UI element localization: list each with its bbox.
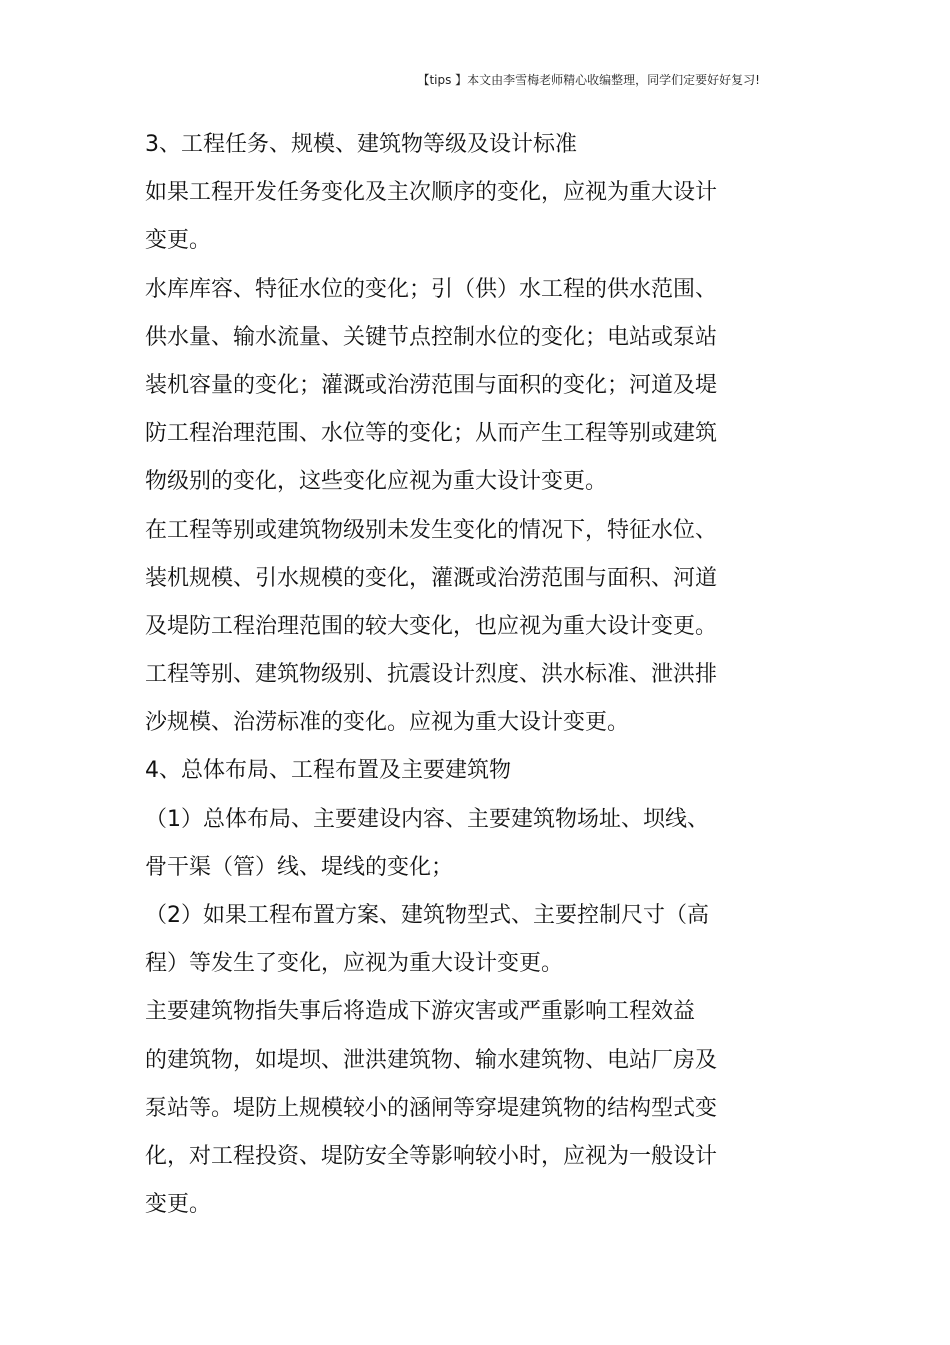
- text-line: 化，对工程投资、堤防安全等影响较小时，应视为一般设计: [145, 1143, 718, 1169]
- text-line: 防工程治理范围、水位等的变化；从而产生工程等别或建筑: [145, 421, 718, 447]
- document-body: [145, 121, 745, 1229]
- text-line: 骨干渠（管）线、堤线的变化；: [145, 854, 454, 880]
- text-line: （1）总体布局、主要建设内容、主要建筑物场址、坝线、: [145, 806, 709, 832]
- text-line: 装机规模、引水规模的变化，灌溉或治涝范围与面积、河道: [145, 565, 718, 591]
- text-line: 如果工程开发任务变化及主次顺序的变化，应视为重大设计: [145, 180, 718, 206]
- text-line: 装机容量的变化；灌溉或治涝范围与面积的变化；河道及堤: [145, 372, 718, 398]
- text-line: 的建筑物，如堤坝、泄洪建筑物、输水建筑物、电站厂房及: [145, 1047, 718, 1073]
- text-line: 工程等别、建筑物级别、抗震设计烈度、洪水标准、泄洪排: [145, 662, 718, 688]
- text-line: 供水量、输水流量、关键节点控制水位的变化；电站或泵站: [145, 324, 718, 350]
- text-line: 沙规模、治涝标准的变化。应视为重大设计变更。: [145, 710, 630, 736]
- header-tip: 【tips 】本文由李雪梅老师精心收编整理，同学们定要好好复习!: [417, 73, 760, 87]
- text-line: 3、工程任务、规模、建筑物等级及设计标准: [145, 132, 577, 157]
- text-line: 主要建筑物指失事后将造成下游灾害或严重影响工程效益: [145, 999, 696, 1025]
- text-line: 物级别的变化，这些变化应视为重大设计变更。: [145, 469, 608, 495]
- text-line: 变更。: [145, 228, 212, 254]
- text-line: 4、总体布局、工程布置及主要建筑物: [145, 758, 511, 784]
- text-line: 泵站等。堤防上规模较小的涵闸等穿堤建筑物的结构型式变: [145, 1095, 718, 1121]
- text-line: 在工程等别或建筑物级别未发生变化的情况下，特征水位、: [145, 517, 718, 543]
- text-line: （2）如果工程布置方案、建筑物型式、主要控制尺寸（高: [145, 903, 709, 928]
- text-line: 变更。: [145, 1192, 212, 1218]
- text-line: 程）等发生了变化，应视为重大设计变更。: [145, 951, 564, 977]
- text-line: 及堤防工程治理范围的较大变化，也应视为重大设计变更。: [145, 613, 718, 639]
- text-line: 水库库容、特征水位的变化；引（供）水工程的供水范围、: [145, 276, 718, 302]
